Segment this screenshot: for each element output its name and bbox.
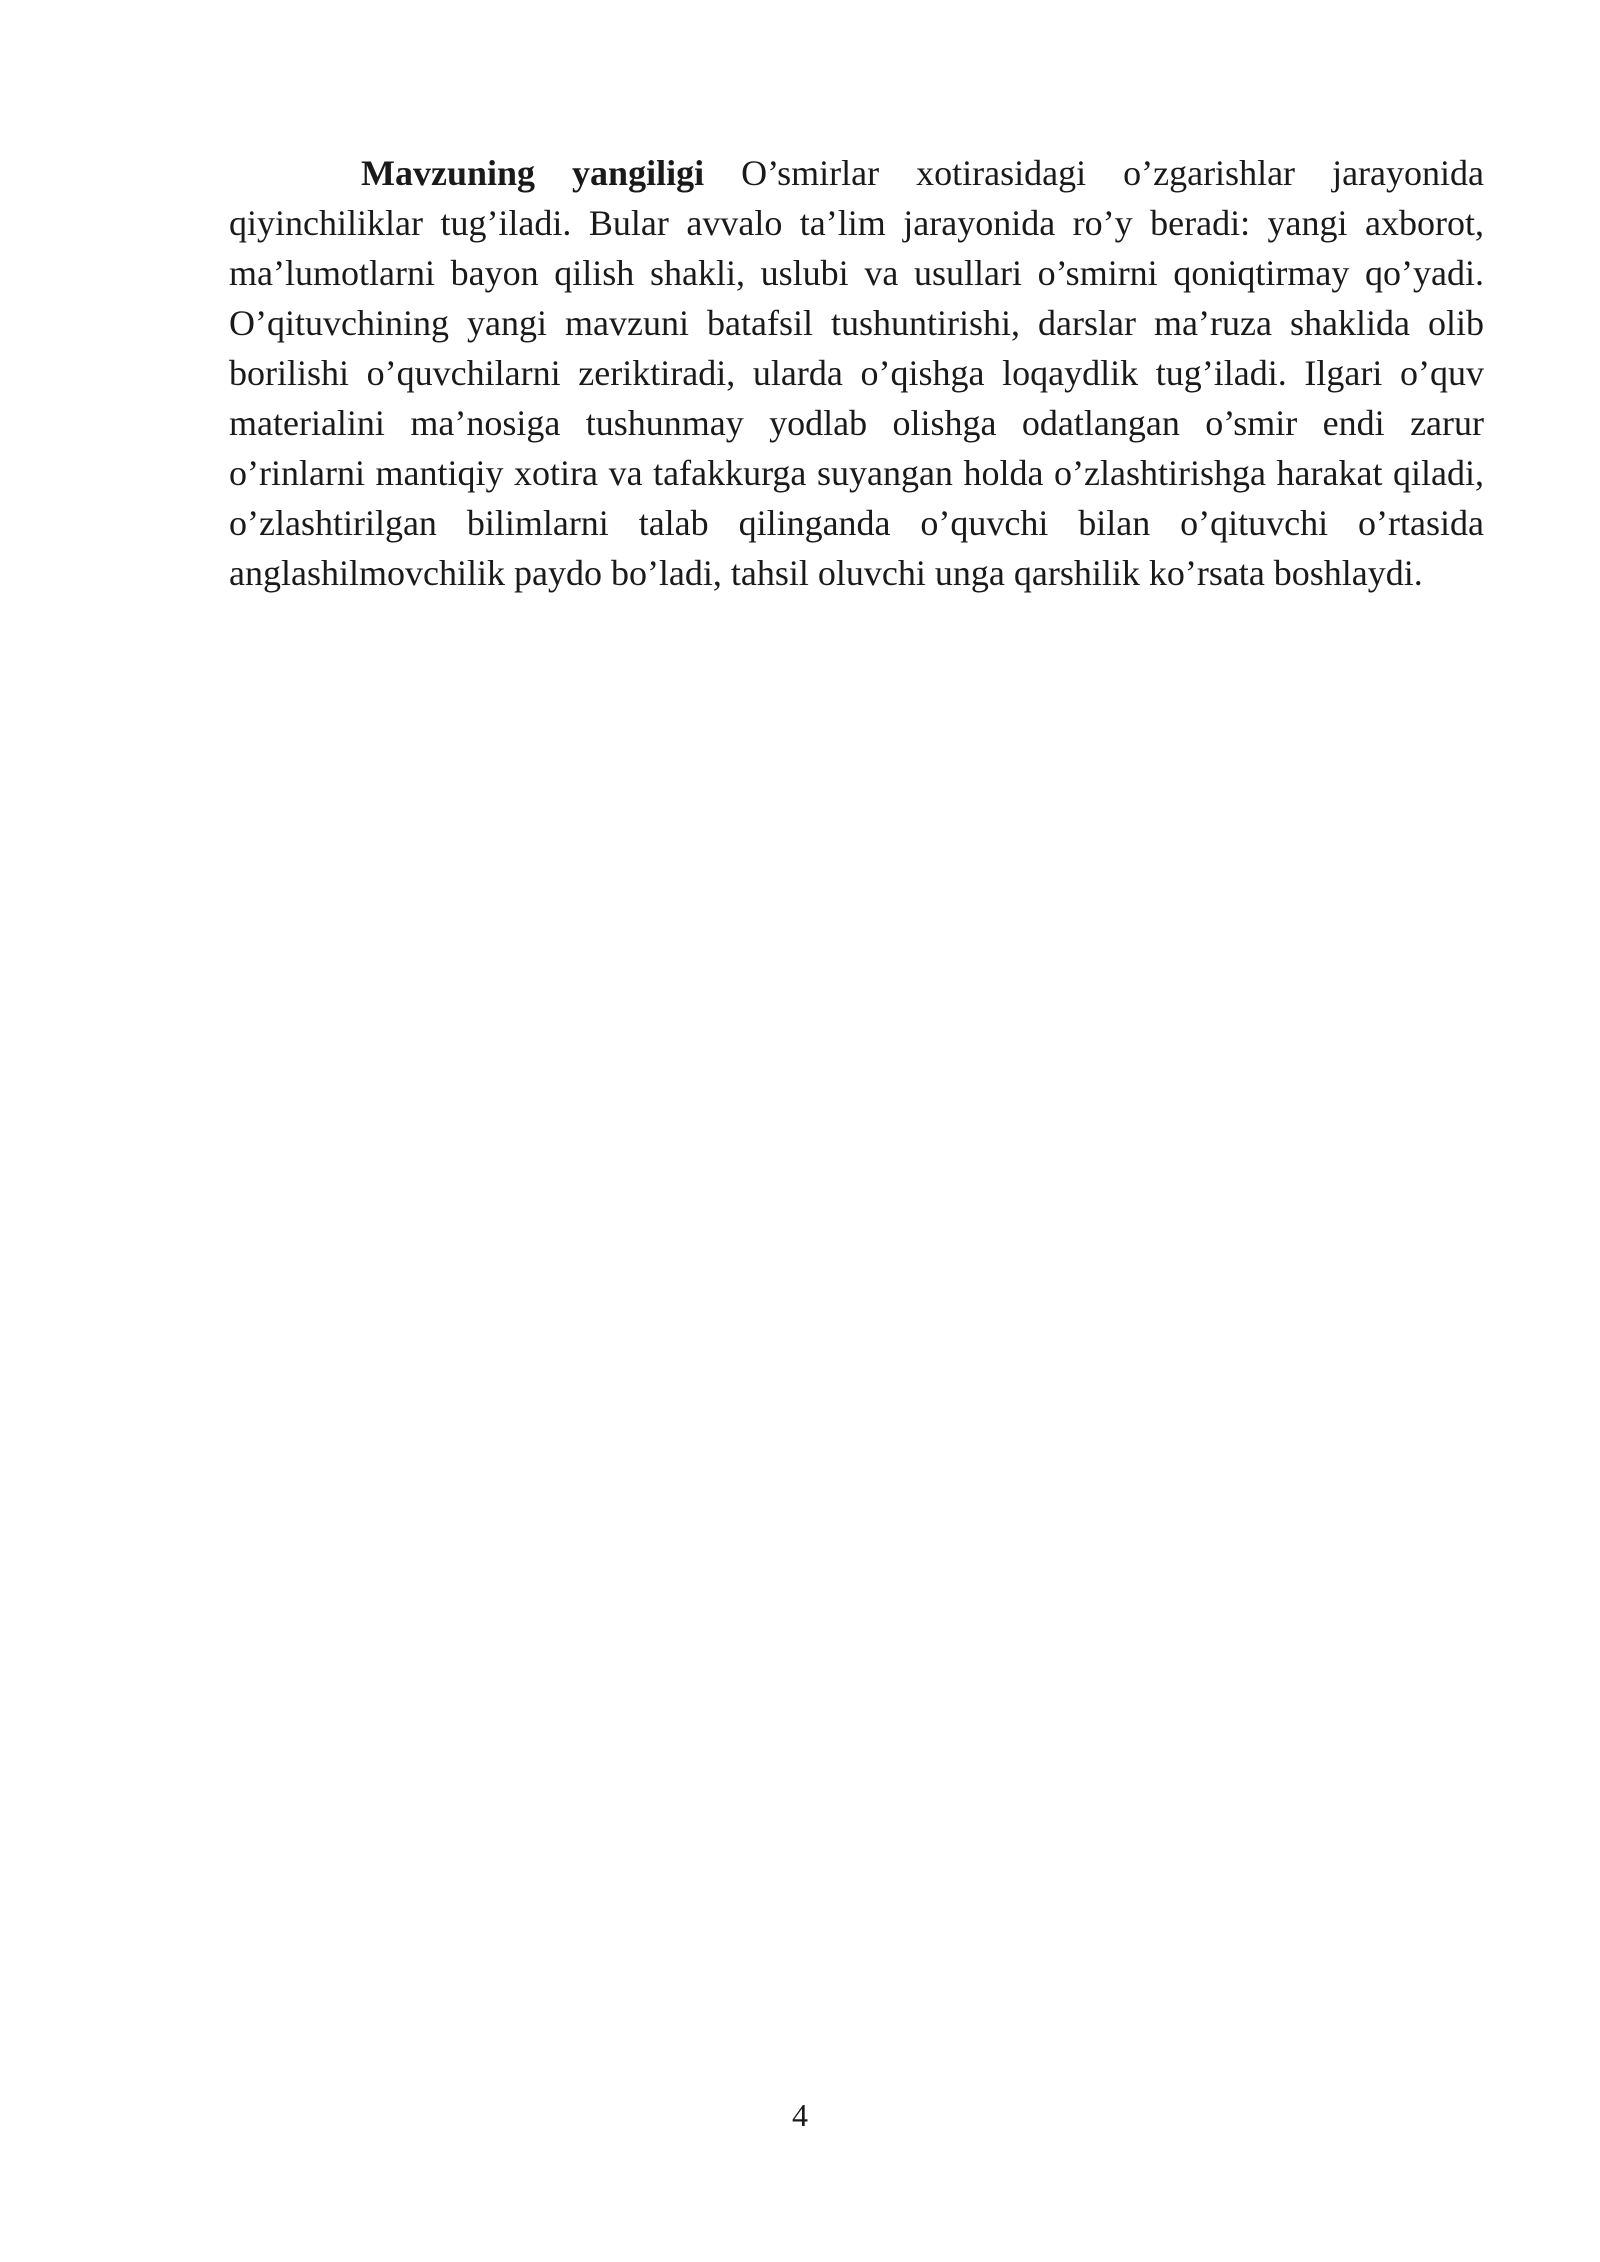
page-number: 4 [792,2097,808,2133]
body-paragraph [229,148,1484,598]
paragraph-body-text: O’smirlar xotirasidagi o’zgarishlar jarayonida qiyinchiliklar tug’iladi. Bular avvalo ta’lim jarayonida ro’y beradi: yangi axborot, ma’lumotlarni bayon qilish shakli, uslubi va usullari o’smirni qoniqtirmay qo’yadi. O’qituvchining yangi mavzuni batafsil tushuntirishi, darslar ma’ruza shaklida olib borilishi o’quvchilarni zeriktiradi, ularda o’qishga loqaydlik tug’iladi. Ilgari o’quv materialini ma’nosiga tushunmay yodlab olishga odatlangan o’smir endi zarur o’rinlarni mantiqiy xotira va tafakkurga suyangan holda o’zlashtirishga harakat qiladi, o’zlashtirilgan bilimlarni talab qilinganda o’quvchi bilan o’qituvchi o’rtasida anglashilmovchilik paydo bo’ladi, tahsil oluvchi unga qarshilik ko’rsata boshlaydi. [229,153,1484,593]
paragraph-lead-heading: Mavzuning yangiligi [361,153,705,193]
